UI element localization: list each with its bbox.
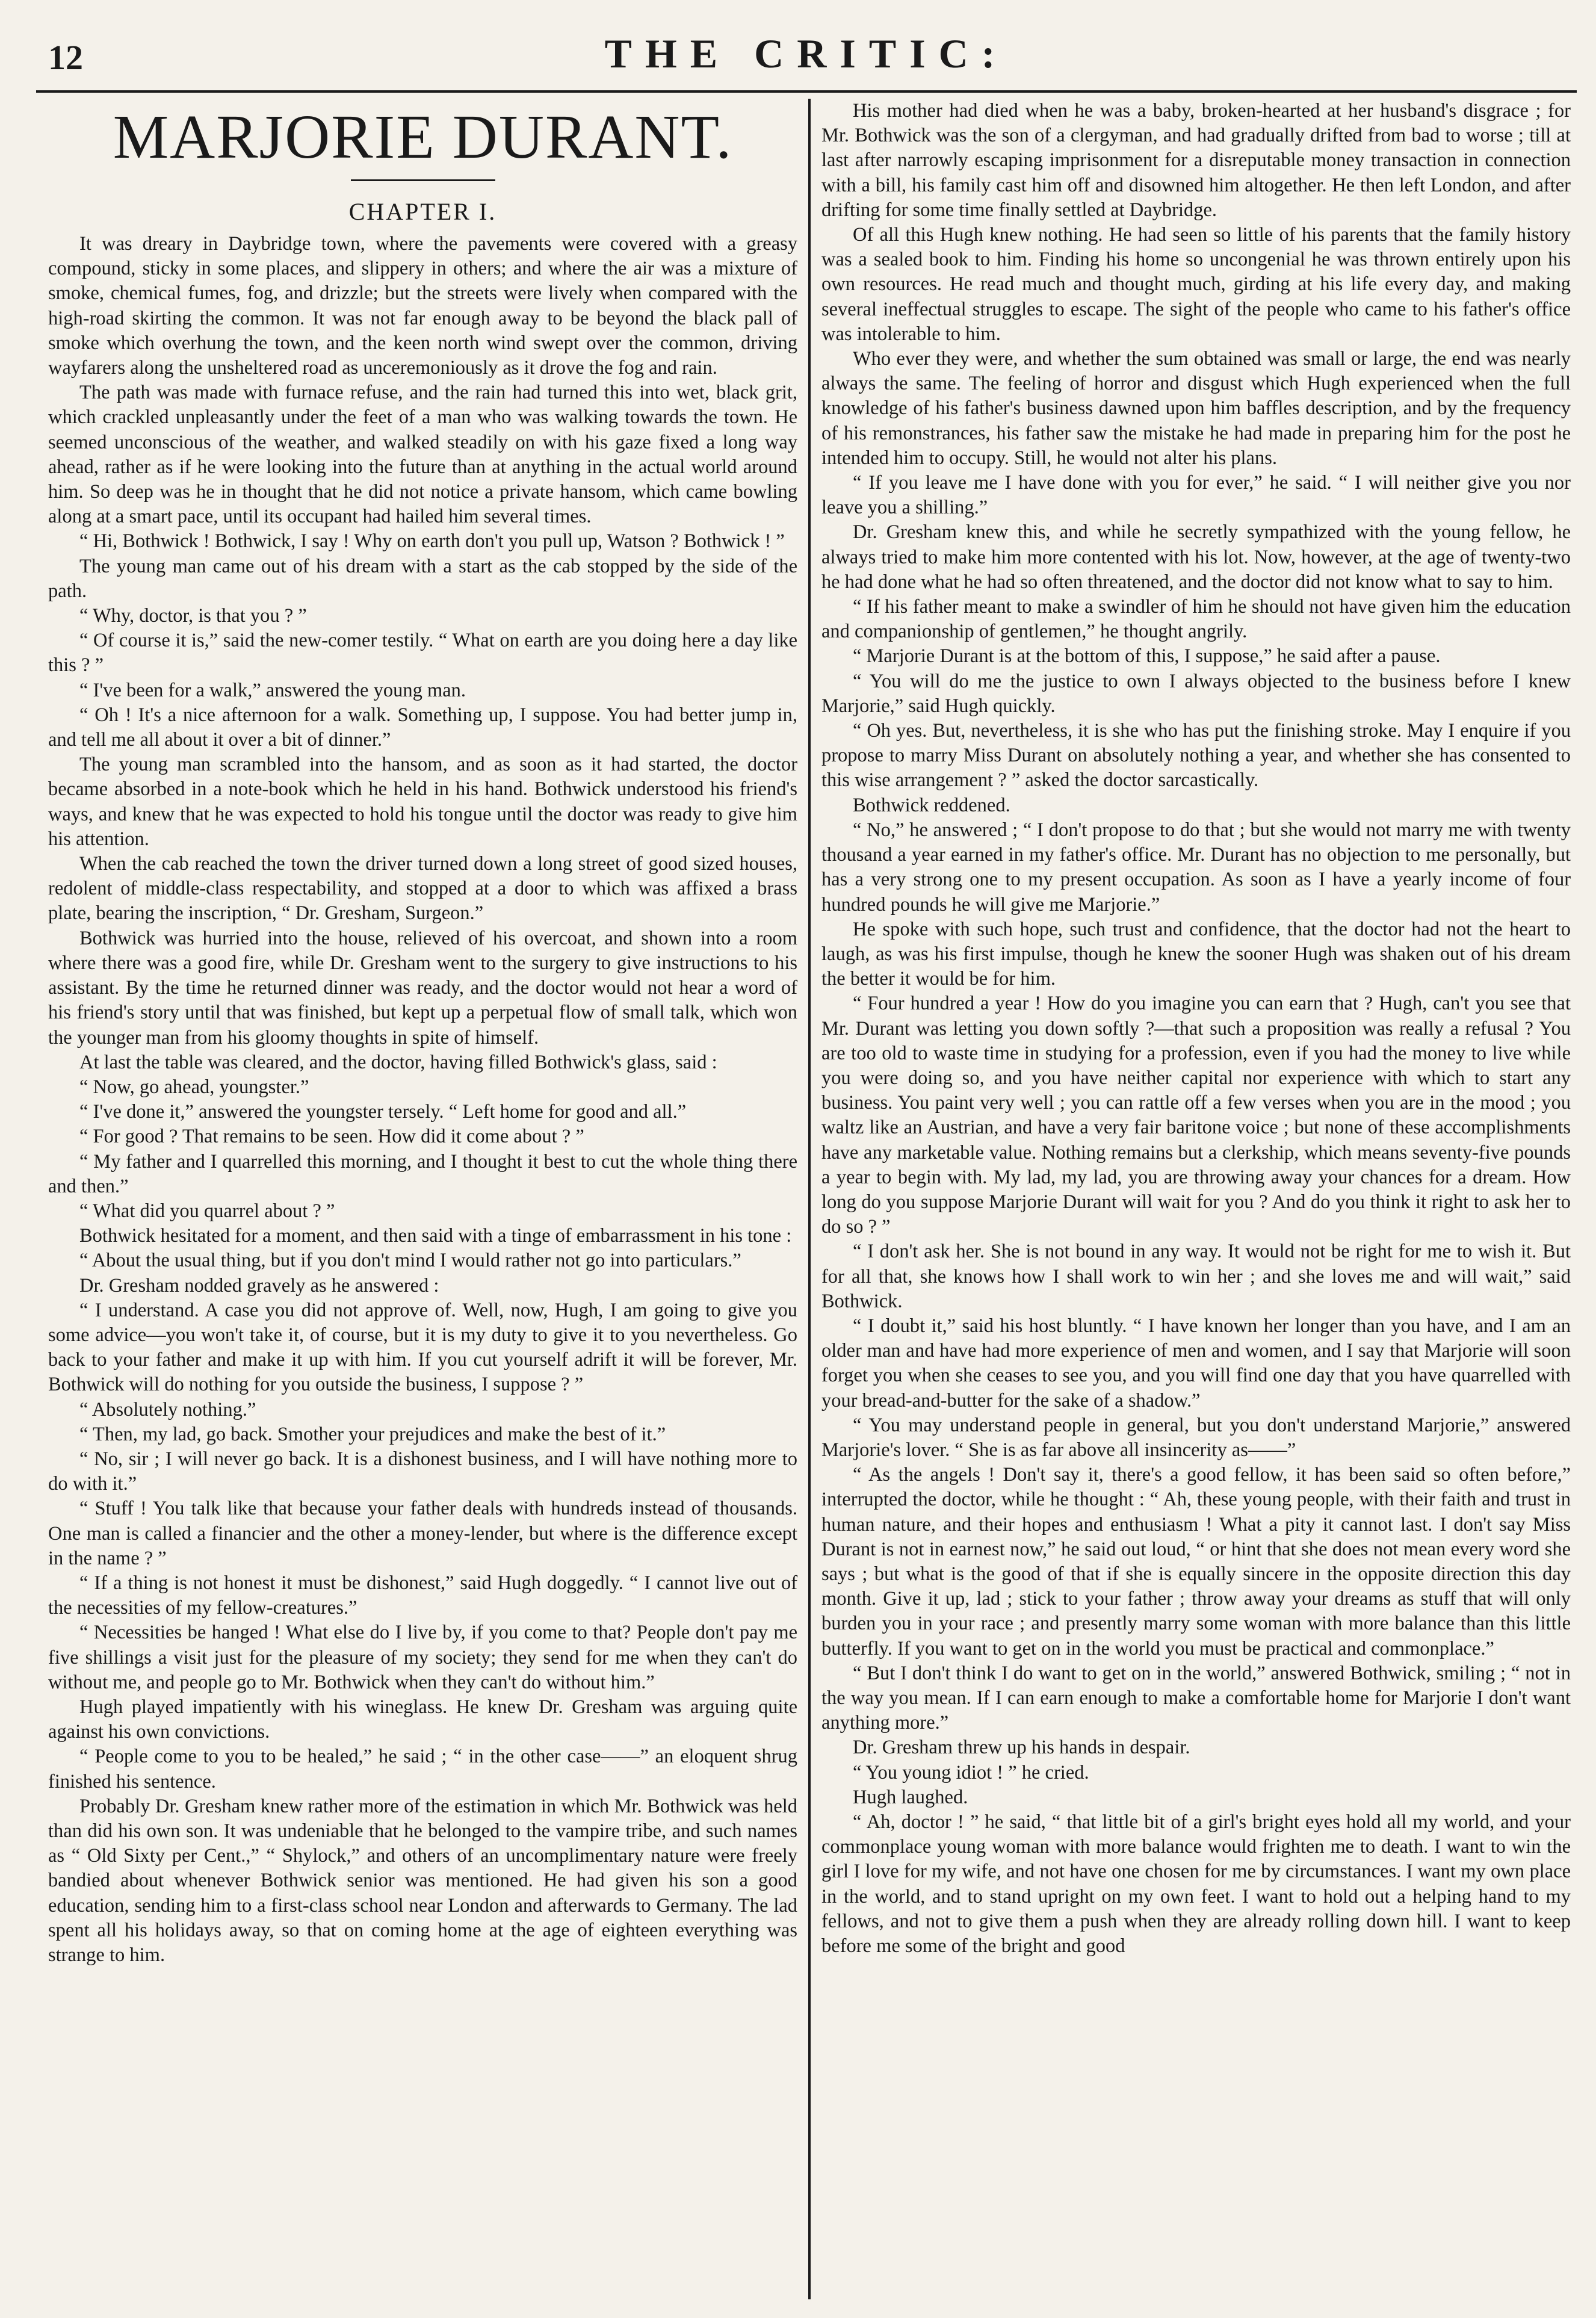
paragraph: “ People come to you to be healed,” he said ; “ in the other case——” an eloquent shrug finished his sentence. — [48, 1746, 798, 1793]
paragraph: “ No, sir ; I will never go back. It is a dishonest business, and I will have nothing more to do with it.” — [48, 1448, 798, 1495]
paragraph: “ I understand. A case you did not approve of. Well, now, Hugh, I am going to give you some advice—you won't take it, of course, but it is my duty to give it to you nevertheless. Go back to your father and make it up with him. If you cut yourself adrift it will be forever, Mr. Bothwick will do nothing for you outside the business, I suppose ? ” — [48, 1299, 798, 1396]
paragraph: Who ever they were, and whether the sum obtained was small or large, the end was nearly always the same. The feeling of horror and disgust which Hugh experienced when the full knowledge of his father's business dawned upon him baffles description, and by the frequency of his remonstrances, his father saw the mistake he had made in preparing him for the post he intended him to occupy. Still, he would not alter his plans. — [821, 348, 1571, 469]
paragraph: Hugh played impatiently with his wineglass. He knew Dr. Gresham was arguing quite against his own convictions. — [48, 1696, 798, 1743]
paragraph: “ Oh ! It's a nice afternoon for a walk. Something up, I suppose. You had better jump in, and tell me all about it over a bit of dinner.” — [48, 704, 798, 751]
page-header — [36, 24, 1577, 93]
article-title: MARJORIE DURANT. — [113, 102, 733, 172]
paragraph: “ Hi, Bothwick ! Bothwick, I say ! Why on earth don't you pull up, Watson ? Bothwick ! ” — [79, 530, 785, 553]
paragraph: Bothwick hesitated for a moment, and then said with a tinge of embarrassment in his tone : — [79, 1225, 792, 1247]
paragraph: “ If a thing is not honest it must be dishonest,” said Hugh doggedly. “ I cannot live out of the necessities of my fellow-creatures.” — [48, 1572, 798, 1619]
paragraph: “ You may understand people in general, but you don't understand Marjorie,” answered Marjorie's lover. “ She is as far above all insincerity as——” — [821, 1414, 1571, 1461]
paragraph: “ Four hundred a year ! How do you imagine you can earn that ? Hugh, can't you see that Mr. Durant was letting you down softly ?—that such a proposition was really a refusal ? You are too old to waste time in studying for a profession, even if you had the money to live while you were doing so, and you have neither capital nor experience with which to start any business. You paint very well ; you can rattle off a few verses when you are in the mood ; you waltz like an Austrian, and have a very fair baritone voice ; but none of these accomplishments have any marketable value. Nothing remains but a clerkship, which means seventy-five pounds a year to begin with. My lad, my lad, you are throwing away your chances for a dream. How long do you suppose Marjorie Durant will wait for you ? And do you think it right to ask her to do so ? ” — [821, 993, 1571, 1238]
paragraph: Dr. Gresham threw up his hands in despair. — [852, 1737, 1190, 1759]
paragraph: It was dreary in Daybridge town, where the pavements were covered with a greasy compound, sticky in some places, and slippery in others; and where the air was a mixture of smoke, chemical fumes, fog, and drizzle; but the streets were lively when compared with the high-road skirting the common. It was not far enough away to be beyond the black pall of smoke which overhung the town, and the keen north wind swept over the common, driving wayfarers along the unsheltered road as unceremoniously as it drove the fog and rain. — [48, 233, 798, 379]
paragraph: “ But I don't think I do want to get on in the world,” answered Bothwick, smiling ; “ not in the way you mean. If I can earn enough to make a comfortable home for Marjorie I don't want anything more.” — [821, 1662, 1571, 1734]
paragraph: “ Absolutely nothing.” — [79, 1398, 256, 1421]
paragraph: “ Of course it is,” said the new-comer testily. “ What on earth are you doing here a day like this ? ” — [48, 630, 798, 677]
paragraph: He spoke with such hope, such trust and confidence, that the doctor had not the heart to laugh, as was his first impulse, though he knew the sooner Hugh was shaken out of his dream the better it would be for him. — [821, 918, 1571, 990]
right-column — [811, 99, 1571, 2299]
paragraph: “ Oh yes. But, nevertheless, it is she who has put the finishing stroke. May I enquire if you propose to marry Miss Durant on absolutely nothing a year, and whether she has consented to this wise arrangement ? ” asked the doctor sarcastically. — [821, 720, 1571, 792]
paragraph: “ My father and I quarrelled this morning, and I thought it best to cut the whole thing there and then.” — [48, 1150, 798, 1197]
page-number: 12 — [48, 38, 83, 77]
paragraph: “ Then, my lad, go back. Smother your prejudices and make the best of it.” — [79, 1423, 666, 1445]
paragraph: “ You will do me the justice to own I always objected to the business before I knew Marjorie,” said Hugh quickly. — [821, 670, 1571, 717]
paragraph: “ Why, doctor, is that you ? ” — [79, 605, 307, 627]
paragraph: “ Ah, doctor ! ” he said, “ that little bit of a girl's bright eyes hold all my world, and your commonplace young woman with more balance would frighten me to death. I want to win the girl I love for my wife, and not have one chosen for me by circumstances. I want my own place in the world, and to stand upright on my own feet. I want to hold out a helping hand to my fellows, and not to give them a push when they are already rolling down hill. I want to keep before me some of the bright and good — [821, 1811, 1571, 1957]
paragraph: “ No,” he answered ; “ I don't propose to do that ; but she would not marry me with twenty thousand a year earned in my father's office. Mr. Durant has no objection to me personally, but has a very strong one to my present occupation. As soon as I have a yearly income of four hundred pounds he will give me Marjorie.” — [821, 819, 1571, 916]
paragraph: The young man came out of his dream with a start as the cab stopped by the side of the path. — [48, 555, 798, 602]
paragraph: “ What did you quarrel about ? ” — [79, 1200, 335, 1222]
paragraph: “ For good ? That remains to be seen. How did it come about ? ” — [79, 1126, 584, 1148]
text-columns — [48, 99, 1571, 2299]
paragraph: The young man scrambled into the hansom, and as soon as it had started, the doctor became absorbed in a note-book which he held in his hand. Bothwick understood his friend's ways, and knew that he was expected to hold his tongue until the doctor was ready to give him his attention. — [48, 754, 798, 850]
paragraph: When the cab reached the town the driver turned down a long street of good sized houses, redolent of middle-class respectability, and stopped at a door to which was affixed a brass plate, bearing the inscription, “ Dr. Gresham, Surgeon.” — [48, 853, 798, 925]
paragraph: “ I've done it,” answered the youngster tersely. “ Left home for good and all.” — [79, 1101, 687, 1123]
paragraph: “ I've been for a walk,” answered the young man. — [79, 679, 466, 701]
paragraph: Dr. Gresham knew this, and while he secretly sympathized with the young fellow, he always tried to make him more contented with his lot. Now, however, at the age of twenty-two he had done what he had so often threatened, and the doctor did not know what to say to him. — [821, 521, 1571, 593]
newspaper-page — [36, 24, 1577, 2299]
paragraph: “ If his father meant to make a swindler of him he should not have given him the education and companionship of gentlemen,” he thought angrily. — [821, 596, 1571, 643]
paragraph: “ Stuff ! You talk like that because your father deals with hundreds instead of thousands. One man is called a financier and the other a money-lender, but where is the difference except in the name ? ” — [48, 1498, 798, 1569]
paragraph: His mother had died when he was a baby, broken-hearted at her husband's disgrace ; for Mr. Bothwick was the son of a clergyman, and had gradually drifted from bad to worse ; till at last after narrowly escaping imprisonment for a disreputable money transaction in connection with a bill, his family cast him off and disowned him altogether. He then left London, and after drifting for some time finally settled at Daybridge. — [821, 100, 1571, 221]
chapter-heading: CHAPTER I. — [348, 198, 497, 225]
paragraph: The path was made with furnace refuse, and the rain had turned this into wet, black grit, which crackled unpleasantly under the feet of a man who was walking towards the town. He seemed unconscious of the weather, and walked steadily on with his gaze fixed a long way ahead, rather as if he were looking into the future than at anything in the actual world around him. So deep was he in thought that he did not notice a private hansom, which came bowling along at a smart pace, until its occupant had hailed him several times. — [48, 382, 798, 528]
paragraph: Probably Dr. Gresham knew rather more of the estimation in which Mr. Bothwick was held than did his own son. It was undeniable that he belonged to the vampire tribe, and such names as “ Old Sixty per Cent.,” “ Shylock,” and others of an uncomplimentary nature were freely bandied about whenever Bothwick senior was mentioned. He had given his son a good education, sending him to a first-class school near London and afterwards to Germany. The lad spent all his holidays away, so that on coming home at the age of eighteen everything was strange to him. — [48, 1795, 798, 1966]
title-rule — [351, 179, 495, 181]
paragraph: “ I doubt it,” said his host bluntly. “ I have known her longer than you have, and I am an older man and have had more experience of men and women, and I say that Marjorie will soon forget you when she ceases to see you, and you will find one day that you have quarrelled with your bread-and-butter for the sake of a shadow.” — [821, 1315, 1571, 1412]
left-column — [48, 99, 808, 2299]
paragraph: At last the table was cleared, and the doctor, having filled Bothwick's glass, said : — [79, 1051, 717, 1073]
paragraph: “ Marjorie Durant is at the bottom of this, I suppose,” he said after a pause. — [852, 645, 1441, 668]
paragraph: Bothwick was hurried into the house, relieved of his overcoat, and shown into a room where there was a good fire, while Dr. Gresham went to the surgery to give instructions to his assistant. By the time he returned dinner was ready, and the doctor would not hear a word of his friend's story until that was finished, but kept up a perpetual flow of small talk, which won the younger man from his gloomy thoughts in spite of himself. — [48, 927, 798, 1049]
paragraph: Bothwick reddened. — [852, 794, 1010, 816]
paragraph: “ If you leave me I have done with you for ever,” he said. “ I will neither give you nor leave you a shilling.” — [821, 472, 1571, 519]
publication-title: THE CRITIC: — [604, 31, 1009, 76]
paragraph: “ As the angels ! Don't say it, there's a good fellow, it has been said so often before,” interrupted the doctor, while he thought : “ Ah, these young people, with their faith and trust in human nature, and their hopes and enthusiasm ! What a pity it cannot last. I don't say Miss Durant is not in earnest now,” he said out loud, “ or hint that she does not mean every word she says ; but what is the good of that if she is equally sincere in the opposite direction this day month. Give it up, lad ; stick to your father ; throw away your dreams as stuff that will only burden you in your race ; and presently marry some woman with more balance than this little butterfly. If you want to get on in the world you must be practical and commonplace.” — [821, 1464, 1571, 1659]
paragraph: Dr. Gresham nodded gravely as he answered : — [79, 1274, 439, 1297]
paragraph: Of all this Hugh knew nothing. He had seen so little of his parents that the family history was a sealed book to him. Finding his home so uncongenial he was thrown entirely upon his own resources. He read much and thought much, girding at his life every day, and making several ineffectual struggles to escape. The sight of the people who came to his father's office was intolerable to him. — [821, 224, 1571, 345]
paragraph: “ You young idiot ! ” he cried. — [852, 1761, 1089, 1783]
paragraph: Hugh laughed. — [852, 1786, 968, 1808]
paragraph: “ Now, go ahead, youngster.” — [79, 1076, 309, 1098]
paragraph: “ I don't ask her. She is not bound in any way. It would not be right for me to wish it. But for all that, she knows how I shall work to win her ; and she loves me and will wait,” said Bothwick. — [821, 1241, 1571, 1312]
paragraph: “ Necessities be hanged ! What else do I live by, if you come to that? People don't pay me five shillings a visit just for the pleasure of my society; they send for me when they can't do without me, and people go to Mr. Bothwick when they can't do without him.” — [48, 1622, 798, 1693]
paragraph: “ About the usual thing, but if you don't mind I would rather not go into particulars.” — [79, 1250, 741, 1272]
